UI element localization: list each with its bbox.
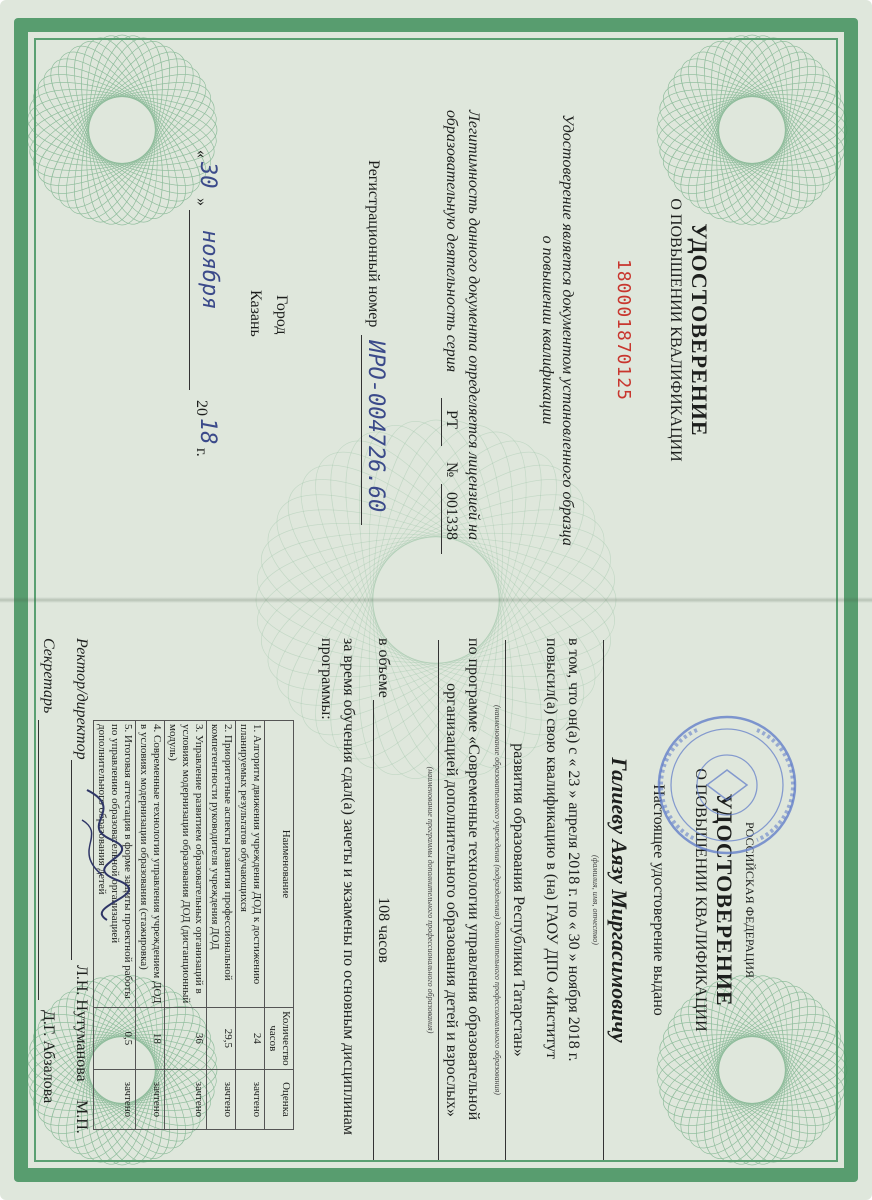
date-year-prefix: 20 [193,400,210,416]
row-grade: зачтено [236,1069,265,1129]
reg-underline [361,335,362,525]
fold-line [0,597,872,603]
row-name: 1. Алгоритм движения учреждения ДОД к достижению планируемых результатов обучающихся [236,721,265,1008]
city-label: Город [273,295,290,335]
table-row [165,721,207,1130]
left-note-line2: о повышении квалификации [539,235,556,425]
volume-value: 108 часов [375,897,392,963]
institution-underline [505,640,506,1160]
month-underline [189,210,190,390]
stamp-place-mp: М.П. [73,1100,90,1134]
institution: развития образования Республики Татарстан» [510,743,527,1057]
date-quote-open: « [193,150,210,158]
col-name: Наименование [265,721,294,1008]
date-g: г. [193,448,210,457]
row-grade: зачтено [94,1069,136,1129]
rector-label: Ректор/директор [73,638,90,760]
license-no-label: № [443,462,460,478]
row-name: 5. Итоговая аттестация в форме защиты проектной работы по управлению образовательной организацией дополнительного образования детей [94,721,136,1008]
row-name: 4. Современные технологии управления учреждением ДОД в условиях модернизации образования (стажировка) [136,721,165,1008]
series-underline [441,398,442,446]
secretary-label: Секретарь [40,638,57,714]
license-number: 001338 [443,492,460,540]
program-line2: организацией дополнительного образования детей и взрослых» [443,683,460,1117]
right-subtitle: О ПОВЫШЕНИИ КВАЛИФИКАЦИИ [692,768,709,1032]
row-name: 3. Управление развитием образовательных организаций в условиях модернизации образования ДОД (дистанционный модуль) [165,721,207,1008]
right-title: УДОСТОВЕРЕНИЕ [712,793,737,1007]
program-underline [438,640,439,1160]
name-hint: (фамилия, имя, отчество) [591,855,600,945]
city-name: Казань [247,290,264,337]
date-year: 18 [195,418,220,445]
exams-line1: за время обучения сдал(а) зачеты и экзамены по основным дисциплинам [340,638,357,1136]
row-hours: 0,5 [94,1007,136,1069]
row-hours: 24 [236,1007,265,1069]
license-line2: образовательную деятельность серия [443,110,460,373]
row-hours: 29,5 [207,1007,236,1069]
secretary-name: Д.Г. Абзалова [40,1010,57,1104]
left-title: УДОСТОВЕРЕНИЕ [687,223,712,437]
row-hours: 36 [165,1007,207,1069]
country: РОССИЙСКАЯ ФЕДЕРАЦИЯ [743,821,757,979]
volume-label: в объеме [375,638,392,698]
rector-name: Л.Н. Нутуманова [73,965,90,1082]
exams-line2: программы: [318,638,335,720]
col-grade: Оценка [265,1069,294,1129]
row-grade: зачтено [165,1069,207,1129]
date-day: 30 [195,162,220,189]
certificate-number: 180001870125 [613,258,634,402]
issued-text: Настоящее удостоверение выдано [650,784,667,1016]
left-note-line1: Удостоверение является документом установленного образца [559,114,576,546]
recipient-name: Галиеву Аязу Миргасимовичу [607,757,632,1043]
official-stamp [652,710,802,860]
program-hint: (наименование программы дополнительного профессионального образования) [426,766,435,1034]
reg-label: Регистрационный номер [365,160,382,328]
row-grade: зачтено [136,1069,165,1129]
name-underline [603,640,604,1160]
table-row [207,721,236,1130]
period-text: в том, что он(а) с « 23 » апреля 2018 г. по « 30 » ноября 2018 г. [565,638,582,1062]
left-subtitle: О ПОВЫШЕНИИ КВАЛИФИКАЦИИ [667,198,684,462]
secretary-signature-line [38,720,39,1000]
col-hours: Количество часов [265,1007,294,1069]
row-grade: зачтено [207,1069,236,1129]
reg-number-handwritten: ИРО-004726.60 [363,340,388,513]
license-series: РТ [443,410,460,429]
table-row [236,721,265,1130]
date-month: ноября [197,230,222,310]
license-underline [441,484,442,554]
period-line: повысил(а) свою квалификацию в (на) ГАОУ ДПО «Институт [543,638,560,1060]
institution-hint: (наименование образовательного учреждения (подразделения) дополнительного профессионального образования) [493,705,502,1095]
program-line1: по программе «Современные технологии управления образовательной [465,638,482,1121]
table-row [136,721,165,1130]
rector-signature [67,780,137,930]
date-quote-close: » [193,198,210,206]
row-hours: 18 [136,1007,165,1069]
license-line1: Легитимность данного документа определяется лицензией на [465,110,482,541]
row-name: 2. Приоритетные аспекты развития профессиональной компетентности руководителя учреждения ДОД [207,721,236,1008]
